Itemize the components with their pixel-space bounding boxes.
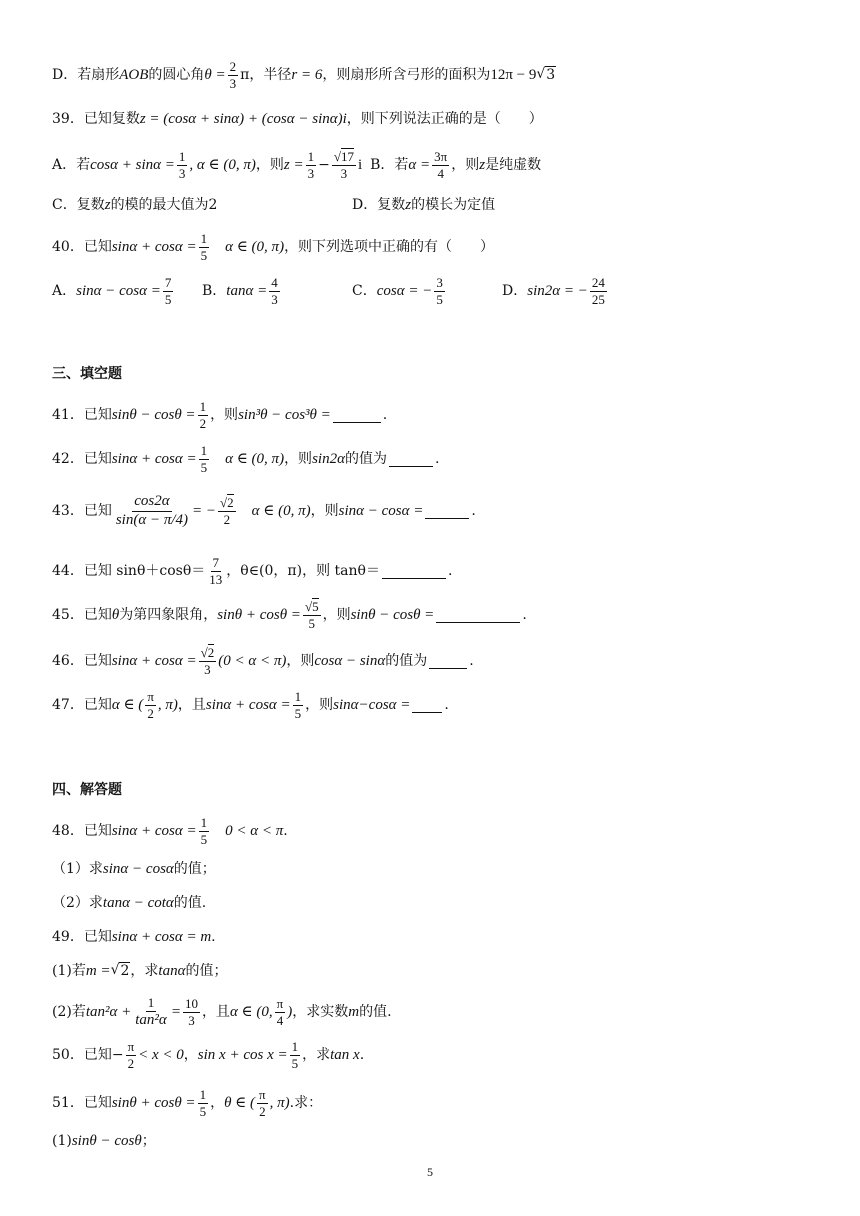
question-48: 48．已知 sinα + cosα = $\frac{1}{5}$ 0 < α < π . bbox=[52, 815, 288, 847]
question-44: 44．已知 sinθ＋cosθ＝ $\frac{7}{13}$ ，θ∈(0，π)，则 tanθ＝ . bbox=[52, 555, 453, 587]
answer-blank[interactable] bbox=[412, 698, 442, 713]
q39-options-ab: A．若 cosα + sinα = $\frac{1}{3}$ , α ∈ (0, π) ，则 z = $\frac{1}{3}$ − $\frac{√17}{3}$ i B．若 α = $\frac{3\pi}{4}$ ，则 z 是纯虚数 bbox=[52, 149, 542, 181]
fraction: $\frac{1}{5}$ bbox=[200, 231, 208, 263]
fraction: $\frac{2}{3}$ bbox=[229, 59, 237, 91]
sqrt: √ 3 bbox=[536, 66, 556, 84]
q39-option-d: D．复数z的模长为定值 bbox=[352, 197, 496, 213]
question-51: 51．已知 sinθ + cosθ = $\frac{1}{5}$ ， θ ∈ ( $\frac{\pi}{2}$ , π) .求： bbox=[52, 1087, 323, 1119]
fraction: $\frac{√17}{3}$ bbox=[333, 149, 354, 181]
q40-option-d: D．sin2α = − $\frac{24}{25}$ bbox=[502, 275, 605, 307]
question-42: 42．已知 sinα + cosα = $\frac{1}{5}$ α ∈ (0, π) ，则 sin2α 的值为 . bbox=[52, 443, 440, 475]
question-45: 45．已知 θ 为第四象限角， sinθ + cosθ = $\frac{√5}{5}$ ，则 sinθ − cosθ = . bbox=[52, 599, 527, 631]
q40-option-a: A．sinα − cosα = $\frac{7}{5}$ bbox=[52, 275, 172, 307]
answer-blank[interactable] bbox=[382, 564, 446, 579]
page-number: 5 bbox=[427, 1165, 433, 1179]
question-49: 49．已知 sinα + cosα = m . bbox=[52, 928, 216, 945]
answer-blank[interactable] bbox=[333, 408, 381, 423]
answer-blank[interactable] bbox=[425, 504, 469, 519]
question-50: 50．已知 − $\frac{\pi}{2}$ < x < 0 ， sin x + cos x = $\frac{1}{5}$ ，求 tan x . bbox=[52, 1039, 365, 1071]
fraction: $\frac{1}{3}$ bbox=[178, 149, 186, 181]
question-41: 41．已知 sinθ − cosθ = $\frac{1}{2}$ ，则 sin³θ − cos³θ = . bbox=[52, 399, 388, 431]
q38-option-d: D．若扇形 AOB 的圆心角 θ = $\frac{2}{3}$ π，半径 r = 6 ，则扇形所含弓形的面积为 12π − 9 √ 3 bbox=[52, 59, 556, 91]
q40-option-c: C．cosα = − $\frac{3}{5}$ bbox=[352, 275, 443, 307]
question-46: 46．已知 sinα + cosα = $\frac{√2}{3}$ (0 < α < π) ，则 cosα − sinα 的值为 . bbox=[52, 645, 474, 677]
question-48-part-2: （2）求 tanα − cotα 的值. bbox=[52, 894, 207, 911]
q39-options-cd bbox=[52, 196, 820, 214]
answer-blank[interactable] bbox=[429, 654, 467, 669]
q39-option-c: C．复数z的模的最大值为2 bbox=[52, 197, 218, 213]
question-49-part-2: (2)若 tan²α + $\frac{1}{\text{tan²α}}$ = $\frac{10}{3}$ ，且 α ∈ (0, $\frac{\pi}{4}$ ) ，求实数 m 的值. bbox=[52, 995, 392, 1028]
q40-option-b: B．tanα = $\frac{4}{3}$ bbox=[202, 275, 278, 307]
section-heading-fill-in: 三、填空题 bbox=[52, 366, 122, 382]
fraction: $\frac{1}{3}$ bbox=[307, 149, 315, 181]
section-heading-solutions: 四、解答题 bbox=[52, 782, 122, 798]
question-39: 39．已知复数 z = (cosα + sinα) + (cosα − sinα)i ，则下列说法正确的是（ ） bbox=[52, 110, 543, 127]
question-47: 47．已知 α ∈ ( $\frac{\pi}{2}$ , π) ，且 sinα + cosα = $\frac{1}{5}$ ，则 sinα−cosα = . bbox=[52, 689, 449, 721]
fraction: $\frac{3\pi}{4}$ bbox=[434, 149, 448, 181]
question-40: 40．已知 sinα + cosα = $\frac{1}{5}$ α ∈ (0, π) ，则下列选项中正确的有（ ） bbox=[52, 231, 495, 263]
question-51-part-1: (1) sinθ − cosθ ； bbox=[52, 1132, 156, 1149]
question-48-part-1: （1）求 sinα − cosα 的值； bbox=[52, 860, 216, 877]
question-49-part-1: (1)若 m = √ 2 ，求 tanα 的值； bbox=[52, 962, 228, 980]
question-43: 43．已知 $\frac{\cos 2\alpha}{\sin(\alpha - \pi/4)}$ = − $\frac{√2}{2}$ α ∈ (0, π) ，则 sinα − cosα = . bbox=[52, 493, 476, 528]
q40-options bbox=[52, 276, 820, 306]
answer-blank[interactable] bbox=[389, 452, 433, 467]
answer-blank[interactable] bbox=[436, 608, 520, 623]
